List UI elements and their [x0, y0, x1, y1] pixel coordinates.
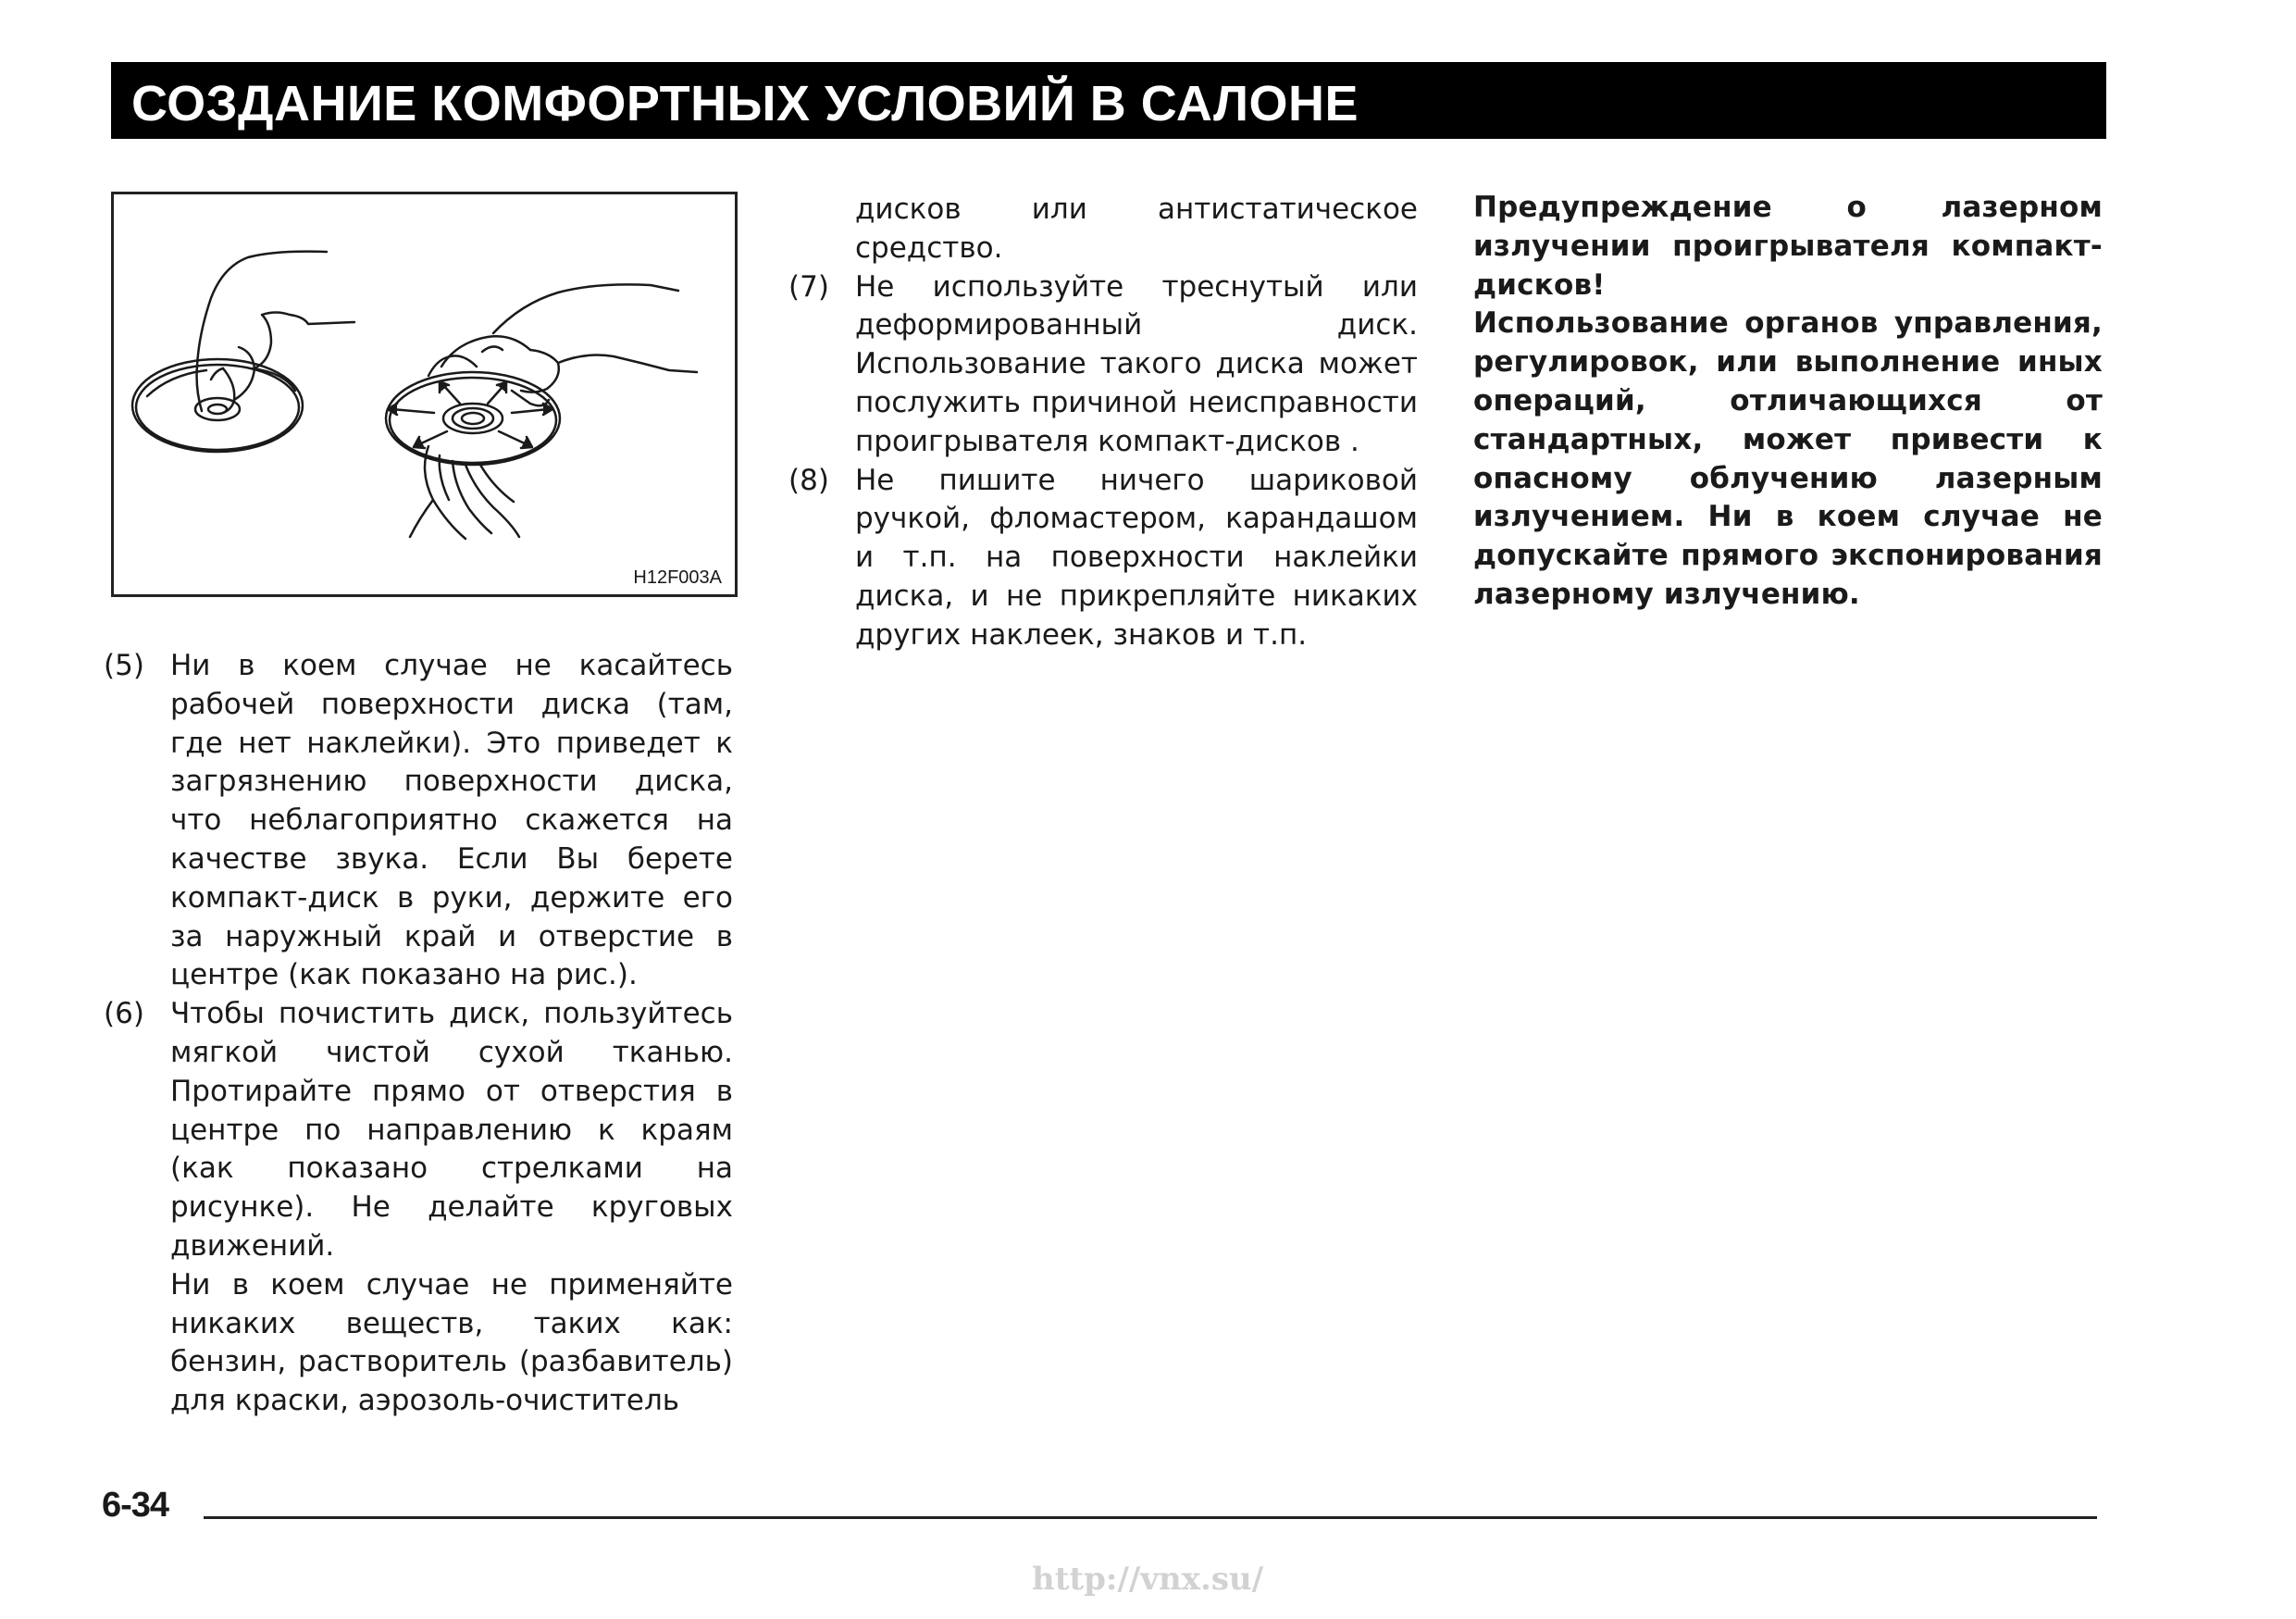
- item-text: Ни в коем случае не касайтесь рабочей поверхности диска (там, где нет наклейки). Это приведет к загрязнению поверхности диска, что неблагоприятно скажется на качестве звука. Если Вы берете компакт-диск в руки, держите его за наружный край и отверстие в центре (как показано на рис.).: [170, 649, 733, 992]
- item-6-continuation: Ни в коем случае не применяйте никаких веществ, таких как: бензин, растворитель (разбавитель) для краски, аэрозоль-очиститель: [170, 1267, 733, 1418]
- item-number: (6): [104, 997, 144, 1031]
- cd-handling-illustration: [114, 194, 735, 594]
- column-left: [104, 647, 733, 1421]
- list-item-5: [104, 647, 733, 995]
- page-title: СОЗДАНИЕ КОМФОРТНЫХ УСЛОВИЙ В САЛОНЕ: [131, 75, 1359, 131]
- illustration-frame: [111, 192, 738, 597]
- page-header: [111, 62, 2106, 139]
- list-item-7: [788, 268, 1418, 462]
- held-disc-drawing: [132, 252, 354, 452]
- list-item-6: [104, 995, 733, 1266]
- wiped-disc-drawing: [386, 284, 697, 539]
- watermark: http://vnx.su/: [1032, 1561, 1264, 1598]
- warning-text: Использование органов управления, регулировок, или выполнение иных операций, отличающихся от стандартных, может привести к опасному облучению лазерным излучением. Ни в коем случае не допускайте прямого экспонирования лазерному излучению.: [1473, 306, 2103, 611]
- footer-divider: [204, 1516, 2097, 1519]
- item-6-continuation-end: дисков или антистатическое средство.: [855, 193, 1418, 265]
- item-number: (5): [104, 649, 144, 682]
- column-right: [1473, 189, 2103, 615]
- warning-title: Предупреждение о лазерном излучении проигрывателя компакт-дисков!: [1473, 191, 2103, 302]
- item-number: (8): [788, 463, 829, 497]
- item-text: Не используйте треснутый или деформированный диск. Использование такого диска может послужить причиной неисправности проигрывателя компакт-дисков .: [855, 269, 1418, 458]
- list-item-8: [788, 462, 1418, 655]
- item-text: Не пишите ничего шариковой ручкой, фломастером, карандашом и т.п. на поверхности наклейки диска, и не прикрепляйте никаких других наклеек, знаков и т.п.: [855, 463, 1418, 652]
- figure-code: H12F003A: [633, 567, 722, 588]
- item-number: (7): [788, 269, 829, 304]
- item-text: Чтобы почистить диск, пользуйтесь мягкой чистой сухой тканью. Протирайте прямо от отверстия в центре по направлению к краям (как показано стрелками на рисунке). Не делайте круговых движений.: [170, 997, 733, 1263]
- column-middle: [788, 191, 1418, 655]
- page-number: 6-34: [102, 1486, 169, 1525]
